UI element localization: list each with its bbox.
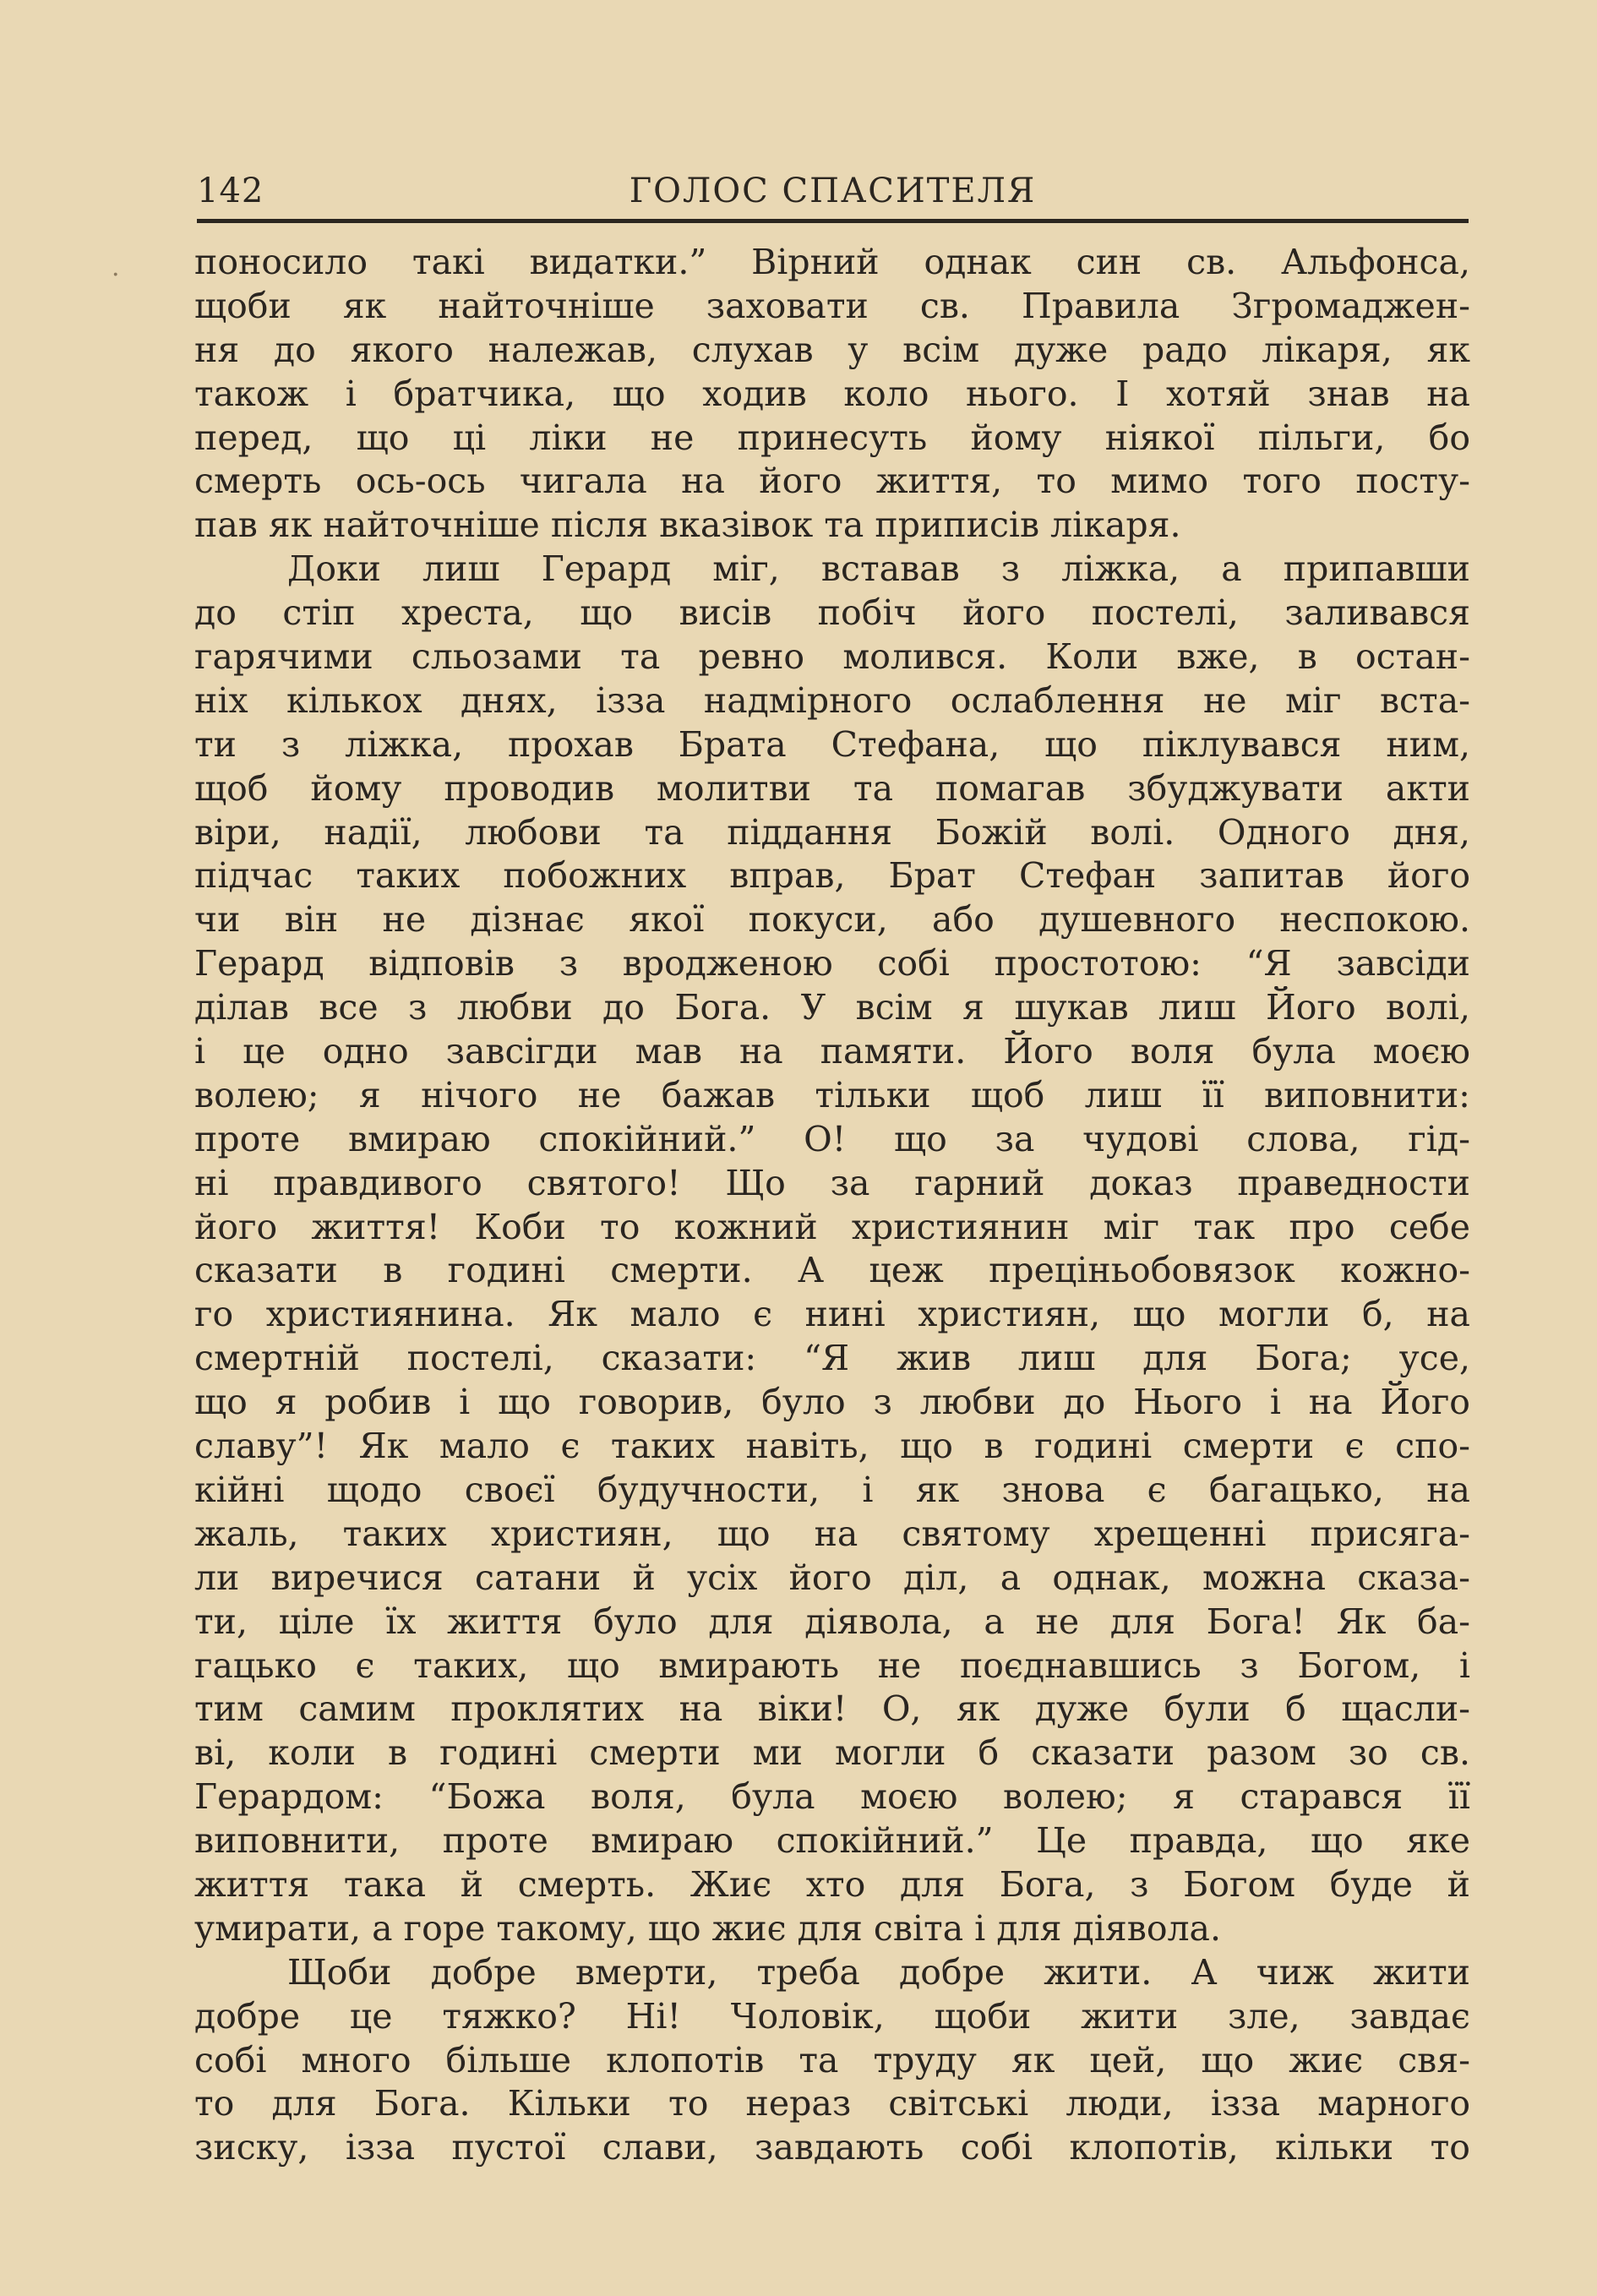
text-line: смерть ось-ось чигала на його життя, то мимо того посту- [194,461,1470,502]
text-line: Доки лиш Герард міг, вставав з ліжка, а припавши [287,548,1470,590]
text-line: ня до якого належав, слухав у всім дуже радо лікаря, як [194,329,1470,370]
margin-speck: · [112,260,120,290]
text-line: зиску, ізза пустої слави, завдають собі клопотів, кільки то [194,2127,1470,2168]
text-line: перед, що ці ліки не принесуть йому ніякої пільги, бо [194,417,1470,458]
text-line: що я робив і що говорив, було з любви до Нього і на Його [194,1382,1470,1423]
header-rule [197,219,1469,223]
text-line: го християнина. Як мало є нині християн, що могли б, на [194,1294,1470,1335]
text-line: Герардом: “Божа воля, була моєю волею; я старався її [194,1776,1470,1818]
text-line: смертній постелі, сказати: “Я жив лиш для Бога; усе, [194,1338,1470,1379]
text-line: поносило такі видатки.” Вірний однак син св. Альфонса, [194,242,1470,282]
text-line: кійні щодо своєї будучности, і як знова є багацько, на [194,1469,1470,1510]
text-line: чи він не дізнає якої покуси, або душевного неспокою. [194,899,1470,941]
text-line: то для Бога. Кільки то нераз світські люди, ізза марного [194,2083,1470,2124]
text-line: проте вмираю спокійний.” О! що за чудові слова, гід- [194,1118,1470,1159]
text-line: жаль, таких християн, що на святому хрещенні присяга- [194,1513,1470,1554]
text-line: ти, ціле їх життя було для діявола, а не для Бога! Як ба- [194,1601,1470,1642]
page-number: 142 [197,172,264,210]
text-line: сказати в годині смерти. А цеж преціньобовязок кожно- [194,1250,1470,1291]
text-line: славу”! Як мало є таких навіть, що в годині смерти є спо- [194,1426,1470,1467]
text-line: щоби як найточніше заховати св. Правила Згромаджен- [194,285,1470,326]
text-line: ні правдивого святого! Що за гарний доказ праведности [194,1162,1470,1203]
text-line: гарячими сльозами та ревно молився. Коли вже, в остан- [194,636,1470,678]
running-header [197,165,1469,215]
text-line: і це одно завсігди мав на памяти. Його воля була моєю [194,1031,1470,1072]
text-line: тим самим проклятих на віки! О, як дуже були б щасли- [194,1688,1470,1730]
text-line: життя така й смерть. Жиє хто для Бога, з Богом буде й [194,1863,1470,1905]
text-line: умирати, а горе такому, що жиє для світа і для діявола. [194,1907,1222,1949]
text-line: собі много більше клопотів та труду як цей, що жиє свя- [194,2039,1470,2081]
text-line: до стіп хреста, що висів побіч його постелі, заливався [194,592,1470,634]
text-line: ділав все з любви до Бога. У всім я шукав лиш Його волі, [194,987,1470,1028]
text-line: ві, коли в годині смерти ми могли б сказати разом зо св. [194,1732,1470,1774]
text-line: Герард відповів з вродженою собі простотою: “Я завсіди [194,943,1470,984]
text-line: ніх кількох днях, ізза надмірного ослаблення не міг вста- [194,679,1470,721]
text-line: також і братчика, що ходив коло нього. І хотяй знав на [194,373,1470,414]
running-title: ГОЛОС СПАСИТЕЛЯ [629,172,1037,210]
text-line: добре це тяжко? Ні! Чоловік, щоби жити зле, завдає [194,1995,1470,2037]
body-text [194,241,1470,2170]
text-line: щоб йому проводив молитви та помагав збуджувати акти [194,767,1470,809]
text-line: віри, надії, любови та піддання Божій волі. Одного дня, [194,811,1470,853]
text-line: волею; я нічого не бажав тільки щоб лиш її виповнити: [194,1074,1470,1115]
text-line: його життя! Коби то кожний християнин міг так про себе [194,1206,1470,1247]
text-line: виповнити, проте вмираю спокійний.” Це правда, що яке [194,1820,1470,1862]
text-line: пав як найточніше після вказівок та приписів лікаря. [194,504,1181,546]
text-line: гацько є таких, що вмирають не поєднавшись з Богом, і [194,1644,1470,1686]
text-line: Щоби добре вмерти, треба добре жити. А чиж жити [287,1951,1470,1993]
text-line: ти з ліжка, прохав Брата Стефана, що піклувався ним, [194,723,1470,765]
text-line: підчас таких побожних вправ, Брат Стефан запитав його [194,855,1470,897]
text-line: ли виречися сатани й усіх його діл, а однак, можна сказа- [194,1557,1470,1598]
